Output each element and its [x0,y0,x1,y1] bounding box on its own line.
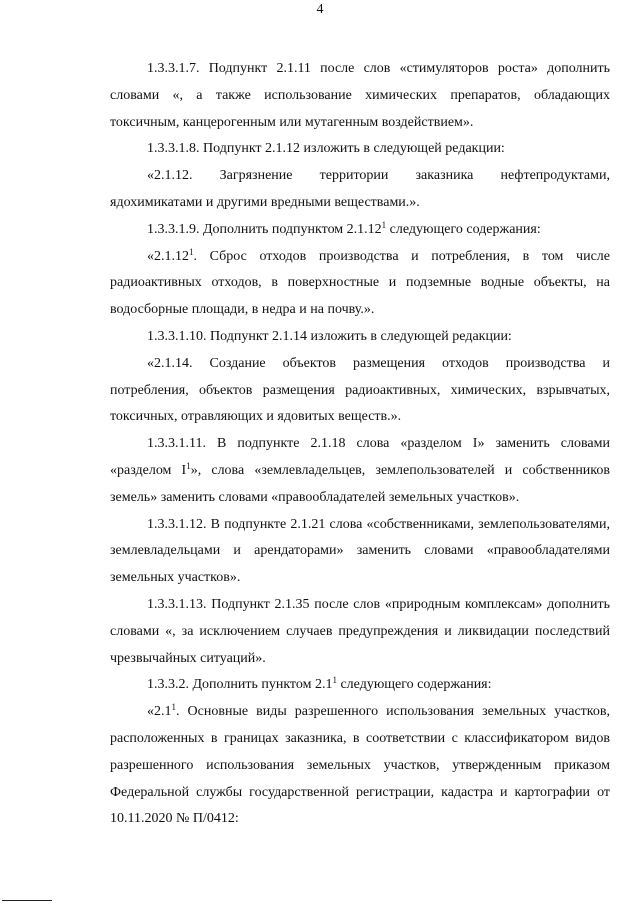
superscript: 1 [171,702,176,713]
paragraph-text: 1.3.3.1.9. Дополнить подпунктом 2.1.12 [147,221,382,237]
paragraph-1-3-3-1-10: 1.3.3.1.10. Подпункт 2.1.14 изложить в следующей редакции: [147,328,512,344]
paragraph-text: . Основные виды разрешенного использования земельных участков, расположенных в границах заказника, в соответствии с классификатором видов разрешенного использования земельных участков, утвержденным приказом Федеральной службы государственной регистрации, кадастра и картографии от 10.11.2020 № П/0412: [110,704,610,827]
paragraph-1-3-3-1-7: 1.3.3.1.7. Подпункт 2.1.11 после слов «стимуляторов роста» дополнить словами «, а также использование химических препаратов, обладающих токсичным, канцерогенным или мутагенным воздействием». [110,61,610,130]
quoted-item-2-1-1 [110,699,610,833]
paragraph-text: . Сброс отходов производства и потребления, в том числе радиоактивных отходов, в поверхностные и подземные водные объекты, на водосборные площади, в недра и на почву.». [110,248,610,318]
paragraph-text: 1.3.3.2. Дополнить пунктом 2.1 [147,677,333,693]
quoted-item-2-1-12: «2.1.12. Загрязнение территории заказника нефтепродуктами, ядохимикатами и другими вредными веществами.». [110,168,610,210]
footnote-divider [2,900,52,901]
page-number: 4 [316,2,324,17]
superscript: 1 [381,219,387,230]
paragraph-1-3-3-1-11 [110,431,610,511]
superscript: 1 [186,460,191,471]
paragraph-1-3-3-1-8: 1.3.3.1.8. Подпункт 2.1.12 изложить в следующей редакции: [147,141,505,157]
paragraph-text: следующего содержания: [336,677,492,693]
paragraph-text: следующего содержания: [386,221,541,237]
superscript: 1 [332,675,337,686]
paragraph-text: », слова «землевладельцев, землепользователей и собственников земель» заменить словами «правообладателей земельных участков». [110,462,611,505]
paragraph-1-3-3-2 [110,672,610,699]
paragraph-text: «2.1 [147,704,172,720]
document-body [110,56,610,833]
quoted-item-2-1-12-1 [110,244,610,324]
quoted-item-2-1-14: «2.1.14. Создание объектов размещения отходов производства и потребления, объектов размещения радиоактивных, химических, взрывчатых, токсичных, отравляющих и ядовитых веществ.». [110,355,610,425]
paragraph-1-3-3-1-13: 1.3.3.1.13. Подпункт 2.1.35 после слов «природным комплексам» дополнить словами «, за исключением случаев предупреждения и ликвидации последствий чрезвычайных ситуаций». [110,596,610,666]
paragraph-1-3-3-1-12: 1.3.3.1.12. В подпункте 2.1.21 слова «собственниками, землепользователями, землевладельцами и арендаторами» заменить словами «правообладателями земельных участков». [110,516,610,586]
paragraph-text: 1.3.3.1.11. В подпункте 2.1.18 слова «разделом I» заменить словами «разделом I [110,436,610,478]
paragraph-1-3-3-1-9 [110,217,610,244]
paragraph-text: «2.1.12 [147,248,189,264]
superscript: 1 [189,246,194,257]
